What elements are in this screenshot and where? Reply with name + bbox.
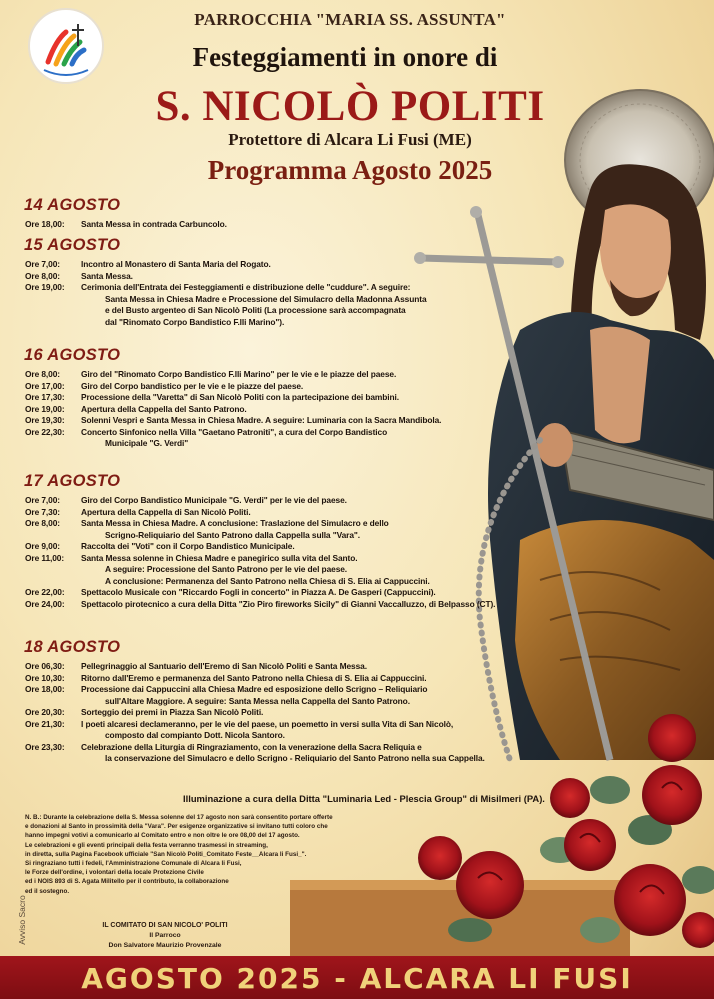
committee-name: IL COMITATO DI SAN NICOLO' POLITI — [102, 922, 228, 929]
note-line: le Forze dell'ordine, i volontari della locale Protezione Civile — [25, 869, 204, 877]
note-line: ed il sostegno. — [25, 887, 70, 895]
schedule-event — [25, 305, 406, 316]
event-description: Santa Messa in contrada Carbuncolo. — [81, 219, 227, 229]
program-title: Programma Agosto 2025 — [207, 155, 493, 185]
schedule-event — [25, 541, 295, 552]
event-description: Processione della "Varetta" di San Nicolò Politi con la partecipazione dei bambini. — [81, 392, 399, 402]
event-description: Celebrazione della Liturgia di Ringraziamento, con la venerazione della Sacra Reliquia e — [81, 741, 422, 752]
event-description: Solenni Vespri e Santa Messa in Chiesa Madre. A seguire: Luminaria con la Sacra Mandibola. — [81, 415, 442, 425]
event-description: Spettacolo pirotecnico a cura della Ditta "Zio Piro fireworks Sicily" di Gianni Vaccalluzzo, di Belpasso (CT). — [81, 598, 496, 609]
event-time: Ore 20,30: — [25, 707, 65, 717]
event-time: Ore 7,30: — [25, 506, 60, 517]
event-time: Ore 17,00: — [25, 380, 65, 391]
note-line: in diretta, sulla Pagina Facebook ufficiale "San Nicolò Politi_Comitato Feste__Alcara li Fusi_". — [25, 850, 307, 858]
event-description: composto dal compianto Dott. Nicola Santoro. — [105, 730, 285, 740]
event-description: Santa Messa solenne in Chiesa Madre e panegirico sulla vita del Santo. — [81, 552, 358, 563]
event-description: Cerimonia dell'Entrata dei Festeggiamenti e distribuzione delle "cuddure". A seguire: — [81, 282, 411, 292]
schedule-event — [25, 707, 263, 718]
event-description: Pellegrinaggio al Santuario dell'Eremo di San Nicolò Politi e Santa Messa. — [81, 661, 367, 671]
event-time: Ore 06,30: — [25, 661, 65, 671]
schedule-event — [25, 518, 389, 529]
event-time: Ore 9,00: — [25, 541, 60, 551]
event-description: Giro del Corpo bandistico per le vie e le piazze del paese. — [81, 380, 304, 391]
protector-subtitle: Protettore di Alcara Li Fusi (ME) — [228, 130, 472, 149]
schedule-event — [25, 392, 399, 403]
event-description: I poeti alcaresi declameranno, per le vie del paese, un poemetto in versi sulla Vita di San Nicolò, — [81, 718, 454, 729]
event-time: Ore 7,00: — [25, 495, 60, 505]
schedule-event — [25, 271, 133, 282]
event-description: dal "Rinomato Corpo Bandistico F.lli Marino"). — [105, 316, 285, 327]
schedule-event — [25, 259, 271, 270]
event-description: Municipale "G. Verdi" — [105, 438, 189, 448]
event-time: Ore 22,30: — [25, 426, 65, 437]
event-time: Ore 23,30: — [25, 741, 65, 752]
event-description: Raccolta dei "Voti" con il Corpo Bandistico Municipale. — [81, 541, 295, 551]
schedule-event — [25, 719, 453, 730]
event-description: Incontro al Monastero di Santa Maria del Rogato. — [81, 259, 271, 269]
event-description: e del Busto argenteo di San Nicolò Politi (La processione sarà accompagnata — [105, 305, 406, 315]
schedule-event — [25, 381, 303, 392]
schedule-event — [25, 753, 485, 764]
schedule-event — [25, 219, 227, 230]
event-time: Ore 11,00: — [25, 552, 65, 563]
event-description: Apertura della Cappella del Santo Patrono. — [81, 403, 247, 414]
schedule-event — [25, 317, 284, 328]
schedule-event — [25, 415, 441, 426]
event-description: Giro del "Rinomato Corpo Bandistico F.lli Marino" per le vie e le piazze del paese. — [81, 369, 397, 379]
event-description: Giro del Corpo Bandistico Municipale "G. Verdi" per le vie del paese. — [81, 495, 347, 505]
schedule-event — [25, 530, 360, 541]
schedule-event — [25, 696, 410, 707]
festivities-heading: Festeggiamenti in onore di — [192, 42, 498, 72]
event-description: Ritorno dall'Eremo e permanenza del Santo Patrono nella Chiesa di S. Elia ai Cappuccini. — [81, 672, 427, 683]
event-description: Scrigno-Reliquiario del Santo Patrono dalla Cappella sulla "Vara". — [105, 529, 360, 540]
day-heading: 18 AGOSTO — [24, 638, 121, 656]
event-time: Ore 19,00: — [25, 403, 65, 414]
event-time: Ore 18,00: — [25, 219, 65, 229]
schedule-event — [25, 427, 387, 438]
schedule-event — [25, 742, 422, 753]
event-time: Ore 19,00: — [25, 282, 65, 292]
schedule-event — [25, 587, 436, 598]
schedule-event — [25, 684, 427, 695]
event-time: Ore 24,00: — [25, 598, 65, 609]
parish-priest-name: Don Salvatore Maurizio Provenzale — [108, 942, 222, 949]
day-heading: 15 AGOSTO — [24, 236, 121, 254]
schedule-event — [25, 673, 427, 684]
side-note: Avviso Sacro — [17, 895, 27, 945]
schedule-event — [25, 576, 430, 587]
event-time: Ore 18,00: — [25, 684, 65, 694]
day-heading: 17 AGOSTO — [24, 472, 121, 490]
event-description: Santa Messa in Chiesa Madre e Processione del Simulacro della Madonna Assunta — [105, 293, 427, 304]
event-time: Ore 7,00: — [25, 259, 60, 269]
schedule-event — [25, 438, 188, 449]
day-heading: 16 AGOSTO — [24, 346, 121, 364]
note-line: Si ringraziano tutti i fedeli, l'Amministrazione Comunale di Alcara li Fusi, — [25, 860, 242, 868]
schedule-event — [25, 282, 410, 293]
schedule-event — [25, 661, 367, 672]
event-description: Processione dai Cappuccini alla Chiesa Madre ed esposizione dello Scrigno – Reliquiario — [81, 684, 428, 694]
schedule-event — [25, 369, 396, 380]
schedule-event — [25, 553, 357, 564]
signature-block — [70, 921, 260, 951]
event-description: Apertura della Cappella di San Nicolò Politi. — [81, 506, 251, 517]
event-time: Ore 8,00: — [25, 270, 60, 281]
schedule-event — [25, 507, 251, 518]
event-description: Spettacolo Musicale con "Riccardo Fogli in concerto" in Piazza A. De Gasperi (Cappuccini). — [81, 587, 436, 597]
event-description: Santa Messa in Chiesa Madre. A conclusione: Traslazione del Simulacro e dello — [81, 518, 389, 528]
note-line: Le celebrazioni e gli eventi principali della festa verranno trasmessi in streaming, — [25, 841, 268, 849]
parish-name: PARROCCHIA "MARIA SS. ASSUNTA" — [194, 10, 506, 29]
illumination-credit: Illuminazione a cura della Ditta "Luminaria Led - Plescia Group" di Misilmeri (PA). — [183, 793, 545, 804]
event-time: Ore 19,30: — [25, 415, 65, 425]
schedule-event — [25, 404, 247, 415]
schedule-event — [25, 294, 427, 305]
event-description: A conclusione: Permanenza del Santo Patrono nella Chiesa di S. Elia ai Cappuccini. — [105, 575, 430, 586]
schedule-event — [25, 730, 285, 741]
event-description: la conservazione del Simulacro e dello Scrigno - Reliquiario del Santo Patrono nella sua Cappella. — [105, 753, 485, 763]
event-time: Ore 10,30: — [25, 672, 65, 683]
jubilee-pilgrims-logo-icon — [28, 8, 104, 84]
parish-priest-role: Il Parroco — [149, 932, 181, 939]
schedule-event — [25, 599, 495, 610]
schedule-event — [25, 495, 347, 506]
saint-name-title: S. NICOLÒ POLITI — [155, 83, 545, 130]
event-time: Ore 17,30: — [25, 392, 65, 402]
event-time: Ore 8,00: — [25, 369, 60, 379]
event-time: Ore 21,30: — [25, 718, 65, 729]
event-time: Ore 8,00: — [25, 518, 60, 528]
note-line: ed i NOIS 893 di S. Agata Militello per il contributo, la collaborazione — [25, 878, 229, 886]
event-time: Ore 22,00: — [25, 587, 65, 597]
event-description: sull'Altare Maggiore. A seguire: Santa Messa nella Cappella del Santo Patrono. — [105, 695, 410, 706]
note-line: e donazioni al Santo in prossimità della "Vara". Per esigenze organizzative si invitano tutti coloro che — [25, 823, 328, 831]
notes-block — [25, 813, 333, 896]
day-heading: 14 AGOSTO — [24, 196, 121, 214]
note-line: N. B.: Durante la celebrazione della S. Messa solenne del 17 agosto non sarà consentito portare offerte — [25, 814, 333, 821]
schedule-event — [25, 564, 347, 575]
note-line: hanno impegni votivi a comunicarlo al Comitato entro e non oltre le ore 08,00 del 17 agosto. — [25, 832, 300, 840]
event-description: Santa Messa. — [81, 270, 133, 281]
footer-text: AGOSTO 2025 - ALCARA LI FUSI — [81, 962, 633, 995]
event-description: A seguire: Processione del Santo Patrono per le vie del paese. — [105, 564, 348, 574]
event-description: Concerto Sinfonico nella Villa "Gaetano Patroniti", a cura del Corpo Bandistico — [81, 426, 388, 437]
event-description: Sorteggio dei premi in Piazza San Nicolò Politi. — [81, 707, 264, 717]
